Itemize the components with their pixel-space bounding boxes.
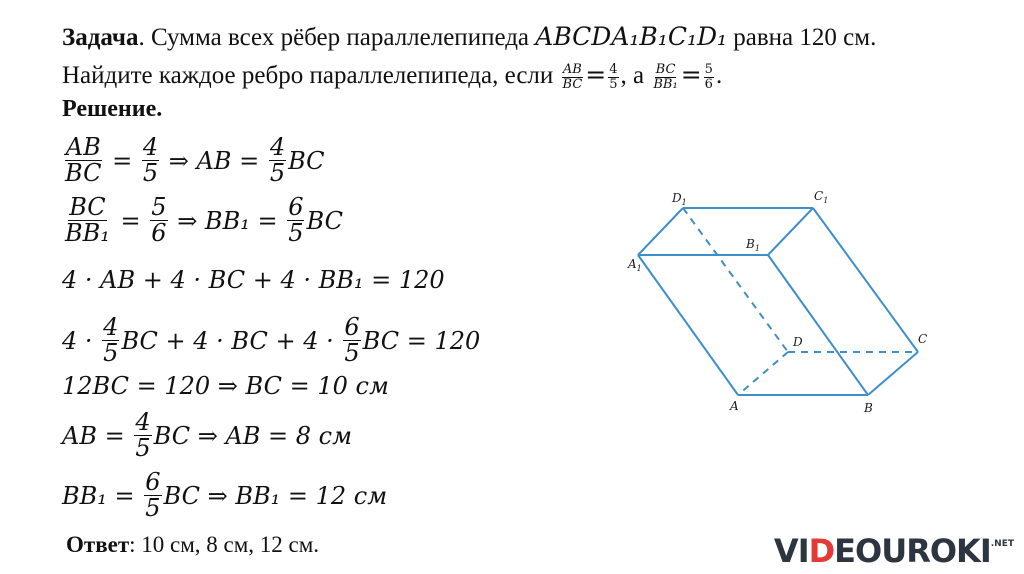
edge-A1D1 xyxy=(638,208,683,255)
fraction: $\frac{6}{5}$ xyxy=(288,193,304,248)
fraction: $\frac{4}{5}$ xyxy=(142,133,159,188)
edge-B1B xyxy=(768,255,868,395)
vertex-D: D xyxy=(793,335,803,349)
ratio-1-fraction: $\frac{AB}{BC}$ xyxy=(562,62,583,92)
fraction: $\frac{5}{6}$ xyxy=(151,193,167,248)
solution-step: 4 · AB + 4 · BC + 4 · BB₁ = 120 xyxy=(62,266,445,294)
videouroki-logo: $VIDEOUROKI^{.NET}$ xyxy=(773,532,1014,570)
vertex-D1: $D_1$ xyxy=(672,191,687,207)
solution-step: BB₁ = $\frac{6}{5}$ BC ⇒ BB₁ = 12 см xyxy=(62,468,388,523)
fraction: $\frac{BC}{\text{BB₁}}$ xyxy=(65,193,110,248)
fraction: $\frac{6}{5}$ xyxy=(344,313,360,368)
edge-BC xyxy=(868,352,918,395)
fraction: $\frac{6}{5}$ xyxy=(145,468,161,523)
vertex-A: A xyxy=(730,399,739,413)
ratio-2-value: $\frac{5}{6}$ xyxy=(704,62,713,92)
edge-D1D xyxy=(683,208,788,352)
parallelepiped-diagram xyxy=(600,180,960,420)
edge-C1C xyxy=(813,208,918,352)
solution-step: 12BC = 120 ⇒ BC = 10 см xyxy=(62,372,389,400)
solution-step: $\frac{BC}{\text{BB₁}}$ = $\frac{5}{6}$ ⇒ BB₁ = $\frac{6}{5}$ BC xyxy=(65,193,343,248)
edge-DA xyxy=(738,352,788,395)
task-label: Задача xyxy=(62,24,139,51)
fraction: $\frac{4}{5}$ xyxy=(103,313,119,368)
vertex-C: C xyxy=(918,332,928,346)
edge-A1A xyxy=(638,255,738,395)
fraction: $\frac{AB}{BC}$ xyxy=(65,133,102,188)
fraction: $\frac{4}{5}$ xyxy=(269,133,286,188)
edge-C1B1 xyxy=(768,208,813,255)
vertex-A1: $A_1$ xyxy=(628,257,642,273)
solution-step: 4 · $\frac{4}{5}$ BC + 4 · BC + 4 · $\frac{6}{5}$ BC = 120 xyxy=(62,313,481,368)
figure-name: ABCDA₁B₁C₁D₁ xyxy=(535,22,728,51)
solution-step: $\frac{AB}{BC}$ = $\frac{4}{5}$ ⇒ AB = $\frac{4}{5}$ BC xyxy=(65,133,325,188)
fraction: $\frac{4}{5}$ xyxy=(135,408,151,463)
vertex-B1: $B_1$ xyxy=(746,237,760,253)
answer-text: : 10 см, 8 см, 12 см. xyxy=(129,532,320,557)
task-text-3: Найдите каждое ребро параллелепипеда, если xyxy=(62,62,560,89)
task-line-1 xyxy=(62,22,876,53)
task-text-2: равна 120 см. xyxy=(727,24,877,51)
ratio-1-value: $\frac{4}{5}$ xyxy=(609,62,618,92)
answer-label: Ответ xyxy=(66,532,130,557)
vertex-B: B xyxy=(864,401,873,415)
vertex-C1: $C_1$ xyxy=(814,189,829,205)
task-text-1: . Сумма всех рёбер параллелепипеда xyxy=(138,24,536,51)
solution-heading: Решение. xyxy=(62,96,163,122)
solution-step: AB = $\frac{4}{5}$ BC ⇒ AB = 8 см xyxy=(62,408,353,463)
task-sep: , а xyxy=(620,62,651,89)
task-line-2: Найдите каждое ребро параллелепипеда, если $\frac{AB}{BC}$ = $\frac{4}{5}$ , а $\frac{BC}{\text{BB₁}}$ = $\frac{5}{6}$ . xyxy=(62,60,723,92)
ratio-2-fraction: $\frac{BC}{\text{BB₁}}$ xyxy=(653,62,678,92)
answer xyxy=(66,532,319,558)
